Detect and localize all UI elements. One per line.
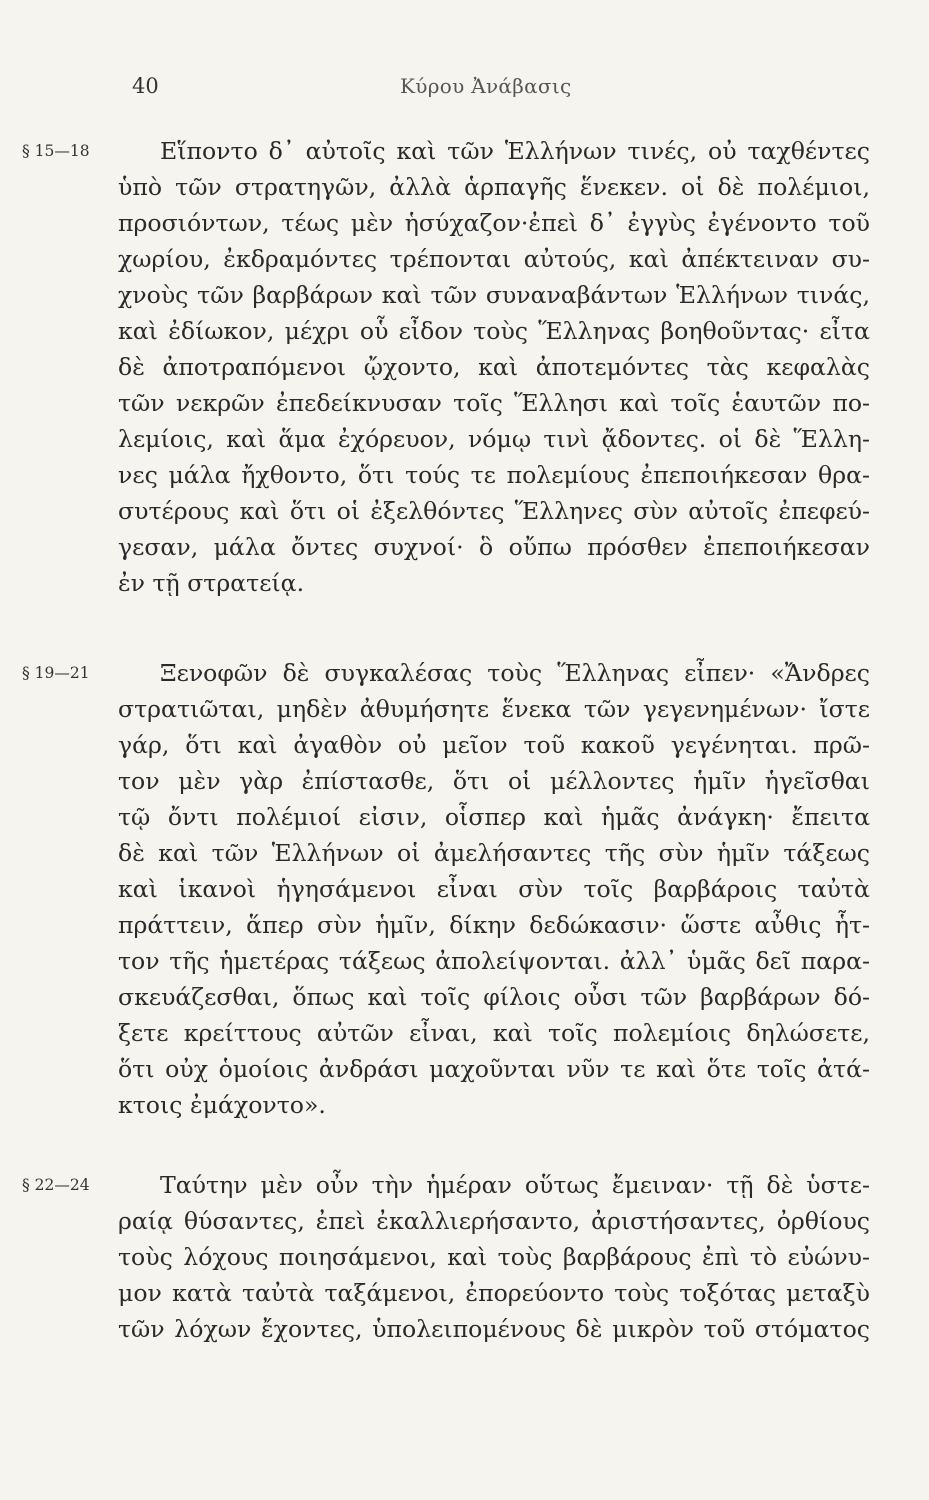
text-line: γεσαν, μάλα ὄντες συχνοί· ὃ οὔπω πρόσθεν ἐπεποιήκεσαν <box>118 533 870 561</box>
text-line: δὲ καὶ τῶν Ἑλλήνων οἱ ἀμελήσαντες τῆς σὺν ἡμῖν τάξεως <box>118 839 870 867</box>
text-line: ὑπὸ τῶν στρατηγῶν, ἀλλὰ ἁρπαγῆς ἕνεκεν. οἱ δὲ πολέμιοι, <box>118 173 870 201</box>
section-marker: § 19—21 <box>22 664 90 682</box>
text-line: προσιόντων, τέως μὲν ἡσύχαζον·ἐπεὶ δ᾽ ἐγγὺς ἐγένοντο τοῦ <box>118 209 870 237</box>
text-line: τῶν νεκρῶν ἐπεδείκνυσαν τοῖς Ἕλλησι καὶ τοῖς ἑαυτῶν πο- <box>118 389 870 417</box>
text-line: πράττειν, ἅπερ σὺν ἡμῖν, δίκην δεδώκασιν· ὥστε αὖθις ἧτ- <box>118 911 870 939</box>
text-line: στρατιῶται, μηδὲν ἀθυμήσητε ἕνεκα τῶν γεγενημένων· ἴστε <box>118 695 870 723</box>
text-line: μον κατὰ ταὐτὰ ταξάμενοι, ἐπορεύοντο τοὺς τοξότας μεταξὺ <box>118 1279 870 1307</box>
text-line: καὶ ἐδίωκον, μέχρι οὗ εἶδον τοὺς Ἕλληνας βοηθοῦντας· εἶτα <box>118 317 870 345</box>
section-marker: § 15—18 <box>22 142 90 160</box>
text-line: τῷ ὄντι πολέμιοί εἰσιν, οἷσπερ καὶ ἡμᾶς ἀνάγκη· ἔπειτα <box>118 803 870 831</box>
text-line: δὲ ἀποτραπόμενοι ᾤχοντο, καὶ ἀποτεμόντες τὰς κεφαλὰς <box>118 353 870 381</box>
text-line: Εἵποντο δ᾽ αὐτοῖς καὶ τῶν Ἑλλήνων τινές, οὐ ταχθέντες <box>160 137 870 165</box>
text-line: τοὺς λόχους ποιησάμενοι, καὶ τοὺς βαρβάρους ἐπὶ τὸ εὐώνυ- <box>118 1243 870 1271</box>
text-line: ὅτι οὐχ ὁμοίοις ἀνδράσι μαχοῦνται νῦν τε καὶ ὅτε τοῖς ἀτά- <box>118 1055 870 1083</box>
text-line: τῶν λόχων ἔχοντες, ὑπολειπομένους δὲ μικρὸν τοῦ στόματος <box>118 1315 870 1343</box>
text-line: τον τῆς ἡμετέρας τάξεως ἀπολείψονται. ἀλλ᾽ ὑμᾶς δεῖ παρα- <box>118 947 870 975</box>
text-line: τον μὲν γὰρ ἐπίστασθε, ὅτι οἱ μέλλοντες ἡμῖν ἡγεῖσθαι <box>118 767 870 795</box>
text-line: καὶ ἱκανοὶ ἡγησάμενοι εἶναι σὺν τοῖς βαρβάροις ταὐτὰ <box>118 875 870 903</box>
text-line: ἐν τῇ στρατείᾳ. <box>118 569 305 597</box>
text-line: νες μάλα ἤχθοντο, ὅτι τούς τε πολεμίους ἐπεποιήκεσαν θρα- <box>118 461 870 489</box>
text-line: Ταύτην μὲν οὖν τὴν ἡμέραν οὕτως ἔμειναν· τῇ δὲ ὑστε- <box>160 1171 870 1199</box>
page-header <box>0 74 929 104</box>
text-line: ξετε κρείττους αὐτῶν εἶναι, καὶ τοῖς πολεμίοις δηλώσετε, <box>118 1019 870 1047</box>
text-line: ραίᾳ θύσαντες, ἐπεὶ ἐκαλλιερήσαντο, ἀριστήσαντες, ὀρθίους <box>118 1207 870 1235</box>
section-marker: § 22—24 <box>22 1176 90 1194</box>
running-title: Κύρου Ἀνάβασις <box>400 74 572 98</box>
text-line: συτέρους καὶ ὅτι οἱ ἐξελθόντες Ἕλληνες σὺν αὐτοῖς ἐπεφεύ- <box>118 497 870 525</box>
text-line: λεμίοις, καὶ ἅμα ἐχόρευον, νόμῳ τινὶ ᾄδοντες. οἱ δὲ Ἕλλη- <box>118 425 870 453</box>
text-line: Ξενοφῶν δὲ συγκαλέσας τοὺς Ἕλληνας εἶπεν· «Ἄνδρες <box>160 659 870 687</box>
page-number: 40 <box>132 74 159 98</box>
text-line: χνοὺς τῶν βαρβάρων καὶ τῶν συναναβάντων Ἑλλήνων τινάς, <box>118 281 870 309</box>
text-line: γάρ, ὅτι καὶ ἀγαθὸν οὐ μεῖον τοῦ κακοῦ γεγένηται. πρῶ- <box>118 731 870 759</box>
text-line: κτοις ἐμάχοντο». <box>118 1091 326 1119</box>
text-line: χωρίου, ἐκδραμόντες τρέπονται αὐτούς, καὶ ἀπέκτειναν συ- <box>118 245 870 273</box>
text-line: σκευάζεσθαι, ὅπως καὶ τοῖς φίλοις οὖσι τῶν βαρβάρων δό- <box>118 983 870 1011</box>
